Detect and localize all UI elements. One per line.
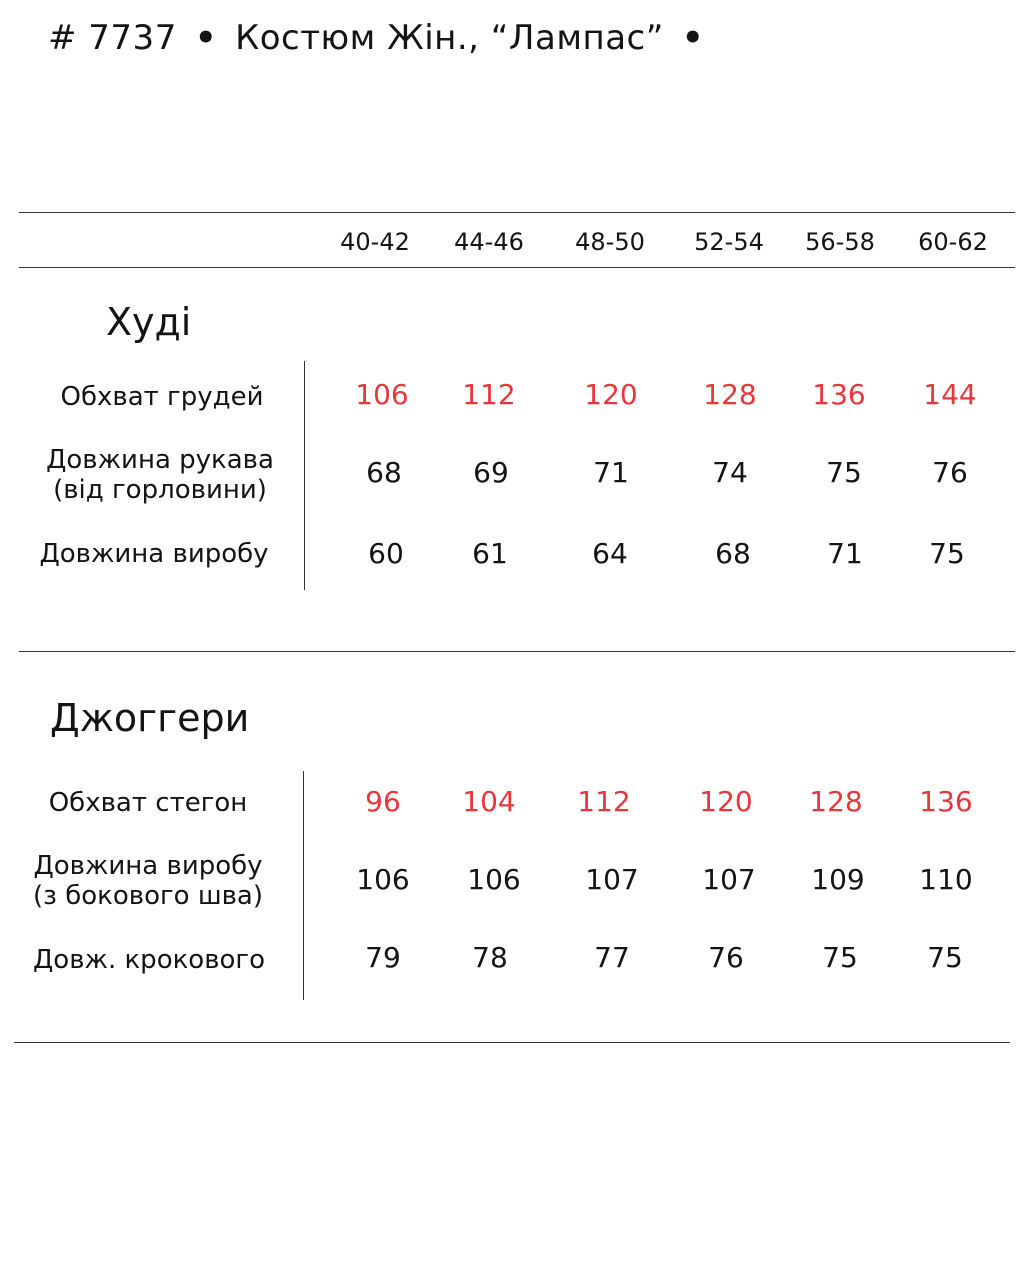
- row-label-garment-length: [14, 539, 294, 569]
- value-cell: 120: [584, 378, 638, 411]
- row-label-line1: Довж. крокового: [32, 945, 266, 975]
- value-cell: 75: [826, 456, 862, 489]
- row-label-line1: Довжина виробу: [33, 851, 263, 881]
- header-top-divider: [19, 212, 1015, 213]
- value-cell: 75: [927, 941, 963, 974]
- product-code: # 7737: [48, 18, 177, 58]
- title-separator-end: •: [681, 18, 705, 58]
- row-label-line2: (від горловини): [53, 475, 267, 505]
- value-cell: 61: [472, 537, 508, 570]
- value-cell: 75: [822, 941, 858, 974]
- row-label-line1: Обхват стегон: [48, 788, 248, 818]
- value-cell: 68: [366, 456, 402, 489]
- value-cell: 106: [356, 863, 410, 896]
- product-name: Костюм Жін., “Лампас”: [235, 18, 664, 58]
- value-cell: 75: [929, 537, 965, 570]
- value-cell: 106: [355, 378, 409, 411]
- value-cell: 71: [593, 456, 629, 489]
- value-cell: 106: [467, 863, 521, 896]
- row-label-garment-length: [8, 851, 288, 911]
- title-separator: •: [194, 18, 218, 58]
- section-title-hoodie: Худі: [106, 300, 192, 344]
- row-label-line1: Довжина рукава: [46, 445, 274, 475]
- value-cell: 136: [812, 378, 866, 411]
- section-divider: [19, 651, 1015, 652]
- value-cell: 74: [712, 456, 748, 489]
- row-label-sleeve-length: [20, 445, 300, 505]
- value-cell: 109: [811, 863, 865, 896]
- row-label-line1: Довжина виробу: [39, 539, 269, 569]
- value-cell: 76: [932, 456, 968, 489]
- value-cell: 69: [473, 456, 509, 489]
- value-cell: 104: [462, 785, 516, 818]
- size-header: 48-50: [575, 228, 645, 256]
- value-cell: 128: [809, 785, 863, 818]
- header-bottom-divider: [19, 267, 1015, 268]
- size-header: 44-46: [454, 228, 524, 256]
- row-label-line1: Обхват грудей: [60, 382, 264, 412]
- value-cell: 112: [577, 785, 631, 818]
- value-cell: 112: [462, 378, 516, 411]
- value-cell: 76: [708, 941, 744, 974]
- value-cell: 128: [703, 378, 757, 411]
- value-cell: 110: [919, 863, 973, 896]
- product-title: [48, 18, 722, 58]
- value-cell: 78: [472, 941, 508, 974]
- value-cell: 68: [715, 537, 751, 570]
- joggers-column-divider: [303, 771, 304, 1000]
- row-label-chest: [22, 382, 302, 412]
- hoodie-column-divider: [304, 361, 305, 590]
- table-bottom-divider: [14, 1042, 1010, 1043]
- value-cell: 120: [699, 785, 753, 818]
- value-cell: 79: [365, 941, 401, 974]
- value-cell: 77: [594, 941, 630, 974]
- value-cell: 107: [702, 863, 756, 896]
- value-cell: 107: [585, 863, 639, 896]
- row-label-line2: (з бокового шва): [32, 881, 264, 911]
- row-label-hips: [8, 788, 288, 818]
- size-header: 56-58: [805, 228, 875, 256]
- size-header: 40-42: [340, 228, 410, 256]
- value-cell: 144: [923, 378, 977, 411]
- value-cell: 64: [592, 537, 628, 570]
- row-label-inseam: [9, 945, 289, 975]
- size-header: 52-54: [694, 228, 764, 256]
- section-title-joggers: Джоггери: [50, 696, 250, 740]
- size-header: 60-62: [918, 228, 988, 256]
- value-cell: 96: [365, 785, 401, 818]
- value-cell: 136: [919, 785, 973, 818]
- value-cell: 60: [368, 537, 404, 570]
- value-cell: 71: [827, 537, 863, 570]
